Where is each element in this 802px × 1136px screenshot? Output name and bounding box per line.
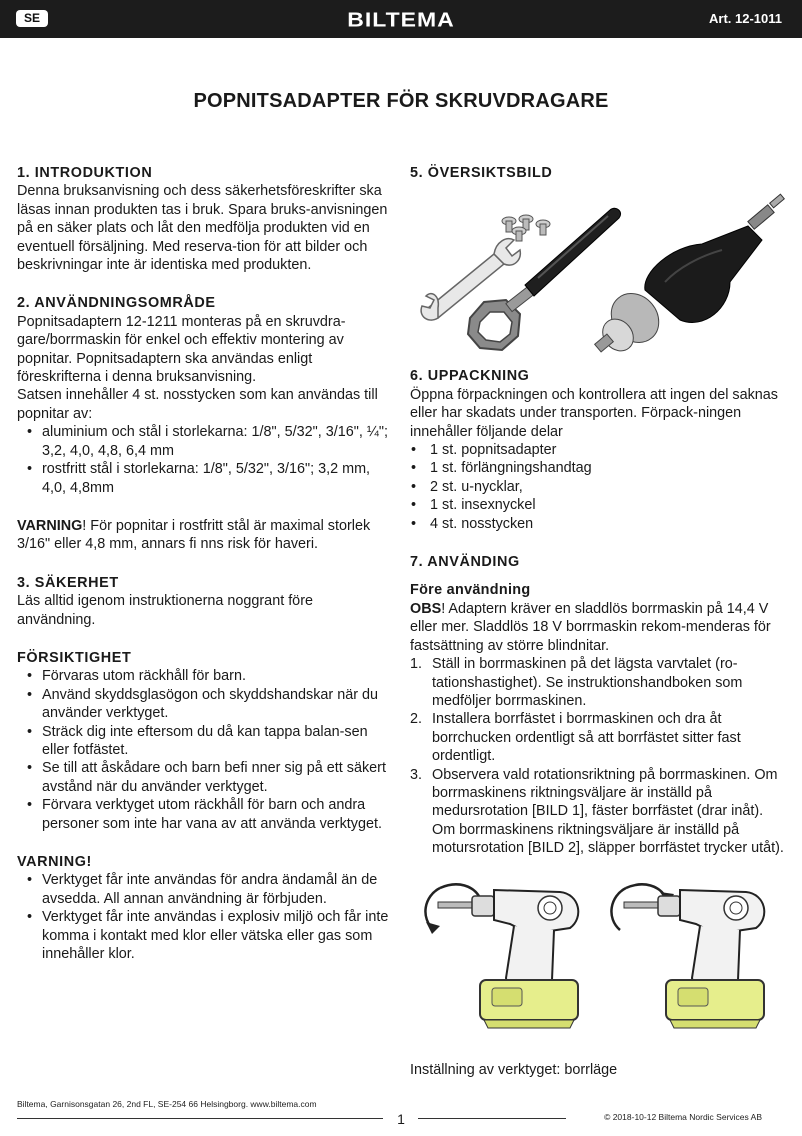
list-item: • Verktyget får inte användas för andra ändamål än de avsedda. All annan användning är förbjuden.	[17, 871, 395, 908]
usage-area-kit-text: Satsen innehåller 4 st. nosstycken som kan användas till popnitar av:	[17, 387, 378, 422]
right-column	[410, 164, 788, 1058]
caution-heading: FÖRSIKTIGHET	[17, 649, 132, 666]
list-item: 2. Installera borrfästet i borrmaskinen och dra åt borrchucken ordentligt så att borrfästet sitter fast ordentligt.	[410, 711, 741, 765]
list-item: • 1 st. popnitsadapter	[410, 441, 788, 459]
footer-divider-right	[418, 1118, 566, 1119]
rivet-size-list	[17, 423, 395, 497]
list-item: • Verktyget får inte användas i explosiv miljö och får inte komma i kontakt med klor eller vätska eller gas som innehåller klor.	[17, 908, 395, 963]
header-bar	[0, 0, 802, 38]
footer-divider-left	[17, 1118, 383, 1119]
list-item: • Använd skyddsglasögon och skyddshandskar när du använder verktyget.	[17, 686, 395, 723]
left-column	[17, 164, 395, 963]
caution-list	[17, 667, 395, 833]
drill-image-caption: Inställning av verktyget: borrläge	[410, 1062, 618, 1078]
warning-label: VARNING	[17, 517, 83, 534]
rivet-adapter-icon	[595, 195, 785, 356]
drill-rotation-image	[410, 868, 788, 1058]
before-use-subheading: Före användning	[410, 582, 531, 599]
drill-counterclockwise-illustration	[611, 884, 764, 1028]
usage-area-text: Popnitsadaptern 12-1211 monteras på en skruvdra-gare/borrmaskin för enkel och effektiv montering av popnitar. Popnitsadaptern ska användas enligt föreskrifterna i denna bruksanvisning.	[17, 313, 346, 386]
copyright: © 2018-10-12 Biltema Nordic Services AB	[604, 1112, 762, 1122]
unpacking-text: Öppna förpackningen och kontrollera att ingen del saknas eller har skadats under transporten. Förpack-ningen innehåller följande delar	[410, 386, 779, 440]
usage-steps	[410, 655, 788, 857]
list-item: 1. Ställ in borrmaskinen på det lägsta varvtalet (ro-tationshastighet). Se instruktionshandboken som medföljer borrmaskinen.	[410, 656, 743, 709]
usage-heading: 7. ANVÄNDING	[410, 554, 520, 571]
company-address: Biltema, Garnisonsgatan 26, 2nd FL, SE-254 66 Helsingborg. www.biltema.com	[17, 1099, 317, 1109]
list-item: • 2 st. u-nycklar,	[410, 478, 788, 496]
brand-logo: BILTEMA	[347, 7, 455, 31]
page-title: POPNITSADAPTER FÖR SKRUVDRAGARE	[193, 90, 609, 112]
list-item: • 4 st. nosstycken	[410, 515, 788, 533]
clockwise-arrow-icon	[426, 922, 440, 934]
drill-clockwise-illustration	[425, 884, 578, 1028]
package-contents-list	[410, 441, 788, 533]
nose-piece-icon	[502, 215, 550, 241]
obs-paragraph	[410, 600, 788, 655]
list-item: • Sträck dig inte eftersom du då kan tappa balan-sen eller fotfästet.	[17, 723, 395, 760]
usage-area-heading: 2. ANVÄNDNINGSOMRÅDE	[17, 295, 216, 312]
obs-text: ! Adaptern kräver en sladdlös borrmaskin på 14,4 V eller mer. Sladdlös 18 V borrmaskin rekom-menderas för fastsättning av större blindnitar.	[410, 600, 771, 654]
safety-text: Läs alltid igenom instruktionerna noggrant före användning.	[17, 593, 313, 628]
unpacking-heading: 6. UPPACKNING	[410, 368, 530, 385]
intro-heading: 1. INTRODUKTION	[17, 165, 153, 181]
list-item: • 1 st. förlängningshandtag	[410, 459, 788, 477]
list-item: 3. Observera vald rotationsriktning på borrmaskinen. Om borrmaskinens riktningsväljare är inställd på medursrotation [BILD 1], fäster borrfästet (drar inåt). Om borrmaskinens riktningsväljare är inställd på motursrotation [BILD 2], släpper borrfästet trycker utåt).	[410, 766, 784, 857]
warning-paragraph	[17, 517, 395, 554]
safety-heading: 3. SÄKERHET	[17, 574, 119, 591]
list-item: • Förvara verktyget utom räckhåll för barn och andra personer som inte har vana av att använda verktyget.	[17, 796, 395, 833]
page-number: 1	[397, 1111, 405, 1127]
language-badge: SE	[16, 10, 48, 27]
intro-text: Denna bruksanvisning och dess säkerhetsföreskrifter ska läsas innan produkten tas i bruk. Spara bruks-anvisningen på en säker plats och låt den medfölja produkten vid en eventuell försäljning. Med reserva-tion för att bilder och beskrivningar inte är identiska med produkten.	[17, 183, 388, 274]
list-item: • Förvaras utom räckhåll för barn.	[17, 667, 395, 685]
list-item: • aluminium och stål i storlekarna: 1/8", 5/32", 3/16", ¼"; 3,2, 4,0, 4,8, 6,4 mm	[17, 423, 395, 460]
list-item: • rostfritt stål i storlekarna: 1/8", 5/32", 3/16"; 3,2 mm, 4,0, 4,8mm	[17, 460, 395, 497]
list-item: • Se till att åskådare och barn befi nner sig på ett säkert avstånd när du använder verktyget.	[17, 759, 395, 796]
warning-text: ! För popnitar i rostfritt stål är maximal storlek 3/16" eller 4,8 mm, annars fi nns risk för haveri.	[17, 517, 371, 553]
overview-heading: 5. ÖVERSIKTSBILD	[410, 165, 553, 181]
warning-list	[17, 871, 395, 963]
obs-label: OBS	[410, 600, 442, 617]
list-item: • 1 st. insexnyckel	[410, 496, 788, 514]
warning-heading: VARNING!	[17, 854, 92, 870]
product-overview-image	[410, 190, 788, 355]
article-number: Art. 12-1011	[709, 11, 782, 26]
